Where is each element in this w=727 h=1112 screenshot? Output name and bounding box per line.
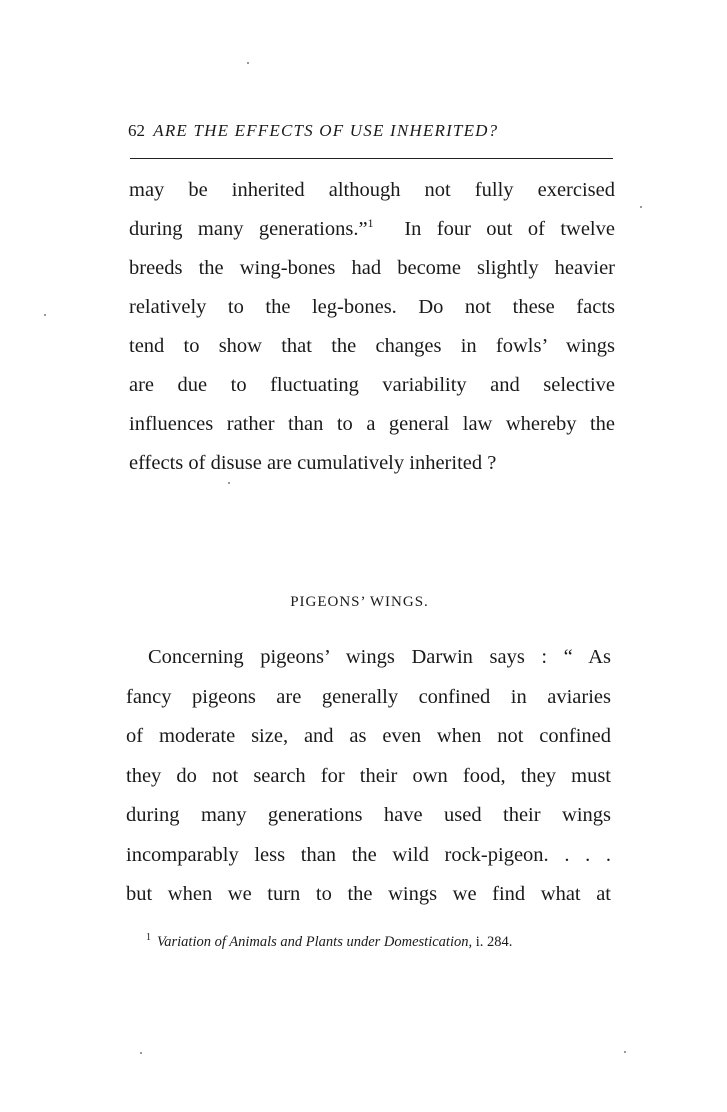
text-line: may be inherited although not fully exercised	[129, 179, 615, 201]
running-header	[128, 121, 614, 149]
text-line: they do not search for their own food, they must	[126, 765, 611, 787]
text-line: breeds the wing-bones had become slightly heavier	[129, 257, 615, 279]
footnote-mark: 1	[146, 932, 151, 944]
header-rule	[130, 158, 613, 159]
text-line: effects of disuse are cumulatively inherited ?	[129, 452, 497, 474]
scan-speck	[640, 206, 642, 208]
scan-speck	[228, 482, 230, 484]
footnote-reference: i. 284.	[472, 934, 513, 950]
text-line-segment: during many generations.”	[129, 218, 368, 240]
section-heading-text: PIGEONS’ WINGS.	[290, 594, 429, 610]
text-line: relatively to the leg-bones. Do not these facts	[129, 296, 615, 318]
scan-speck	[624, 1051, 626, 1053]
page-number: 62	[128, 121, 145, 140]
text-line: during many generations have used their wings	[126, 804, 611, 826]
text-line: fancy pigeons are generally confined in aviaries	[126, 686, 611, 708]
text-line: are due to fluctuating variability and selective	[129, 374, 615, 396]
text-line: of moderate size, and as even when not confined	[126, 725, 611, 747]
text-line	[129, 217, 615, 243]
text-line: but when we turn to the wings we find what at	[126, 883, 611, 905]
running-title: ARE THE EFFECTS OF USE INHERITED?	[153, 121, 499, 140]
text-line: Concerning pigeons’ wings Darwin says : “ As	[148, 646, 611, 668]
scan-speck	[44, 314, 46, 316]
text-line: tend to show that the changes in fowls’ wings	[129, 335, 615, 357]
section-heading	[0, 594, 727, 611]
text-line-segment: In four out of twelve	[404, 218, 615, 240]
footnote-title: Variation of Animals and Plants under Domestication,	[157, 934, 473, 950]
scan-speck	[247, 62, 249, 64]
scan-speck	[140, 1052, 142, 1054]
text-line: influences rather than to a general law whereby the	[129, 413, 615, 435]
footnote-ref: 1	[367, 216, 374, 231]
text-line: incomparably less than the wild rock-pigeon. . . .	[126, 844, 611, 866]
footnote	[146, 934, 616, 951]
